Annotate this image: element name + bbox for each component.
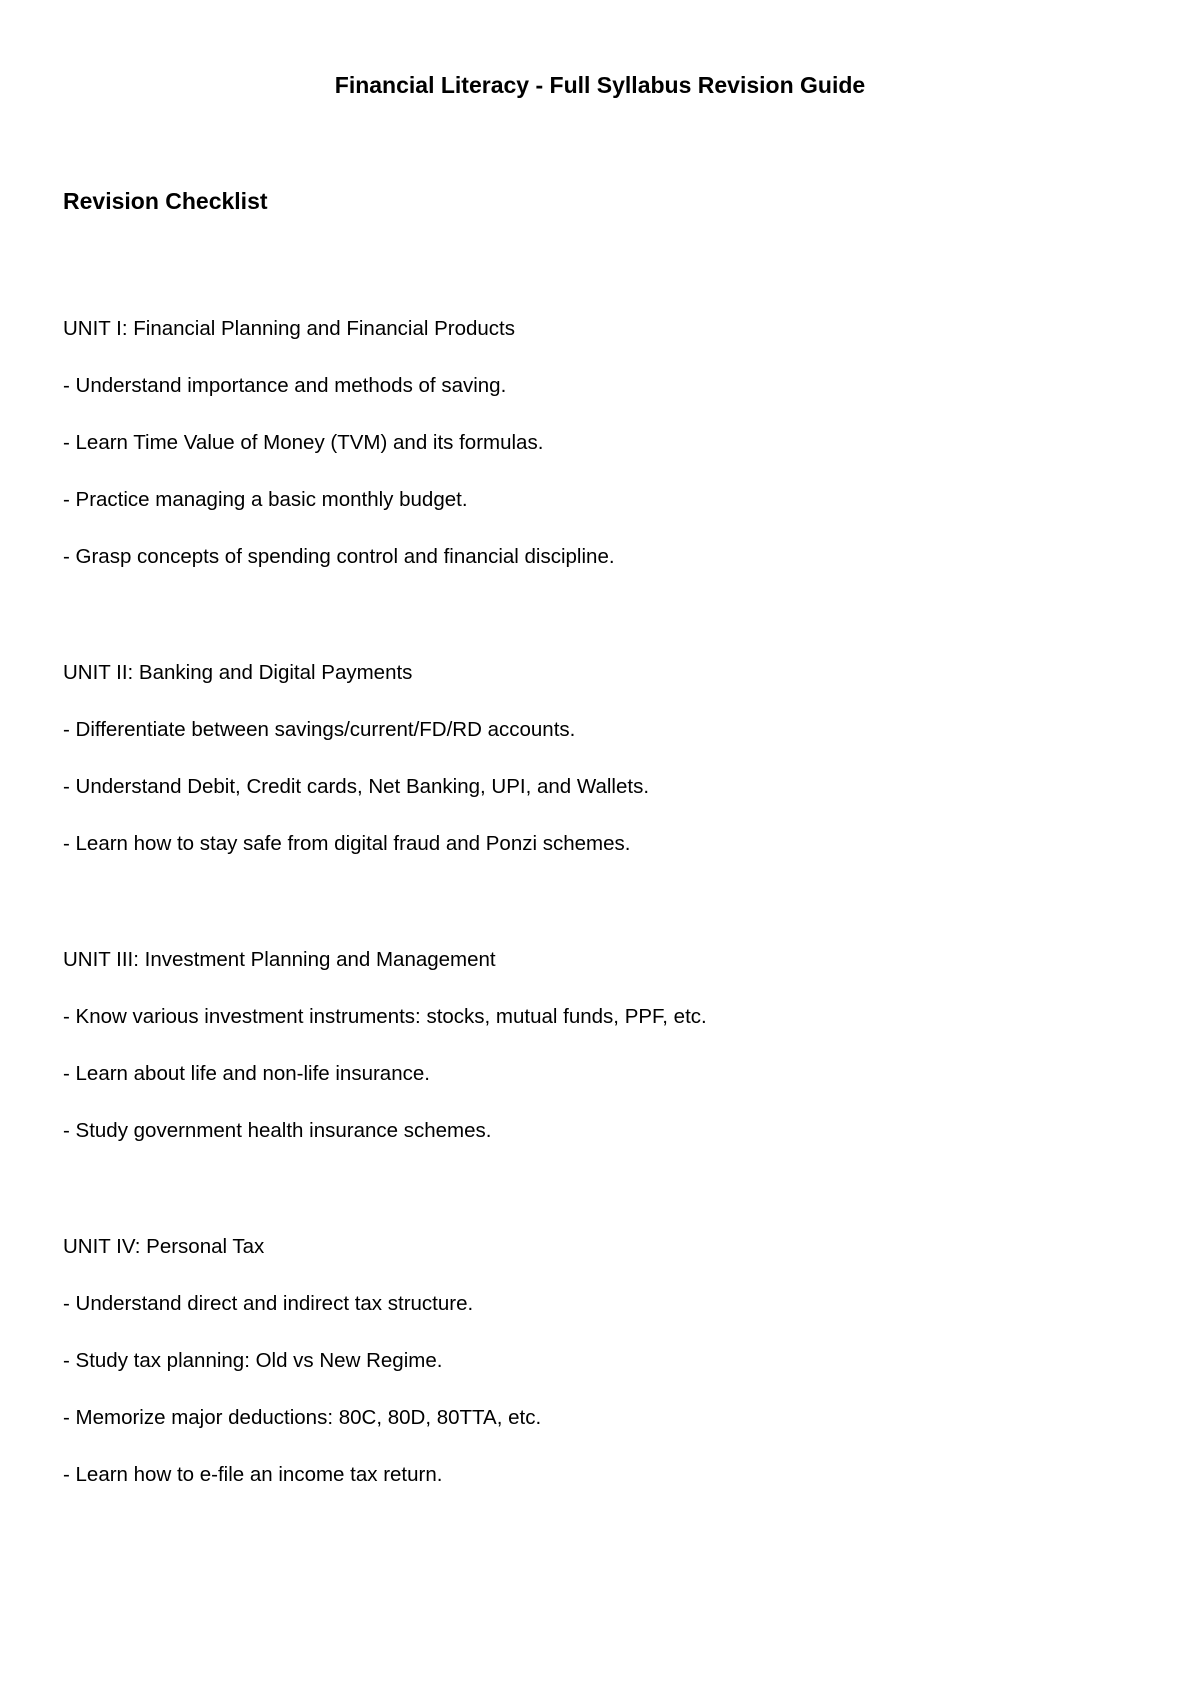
checklist-item: - Understand importance and methods of saving.	[63, 374, 507, 397]
page-title: Financial Literacy - Full Syllabus Revision Guide	[334, 72, 866, 98]
checklist-item: - Study tax planning: Old vs New Regime.	[63, 1349, 443, 1372]
checklist-item: - Learn about life and non-life insurance.	[63, 1062, 430, 1085]
unit-title: UNIT II: Banking and Digital Payments	[63, 661, 413, 684]
unit-section	[63, 300, 1143, 585]
unit-title: UNIT III: Investment Planning and Management	[63, 948, 496, 971]
unit-section	[63, 931, 1143, 1159]
checklist-item: - Study government health insurance schemes.	[63, 1119, 492, 1142]
revision-checklist-heading: Revision Checklist	[63, 188, 268, 214]
checklist-item: - Memorize major deductions: 80C, 80D, 80TTA, etc.	[63, 1406, 542, 1429]
unit-title: UNIT IV: Personal Tax	[63, 1235, 265, 1258]
checklist-item: - Understand direct and indirect tax structure.	[63, 1292, 474, 1315]
unit-section	[63, 644, 1143, 872]
checklist-item: - Learn how to e-file an income tax return.	[63, 1463, 443, 1486]
checklist-item: - Grasp concepts of spending control and financial discipline.	[63, 545, 615, 568]
checklist-item: - Know various investment instruments: stocks, mutual funds, PPF, etc.	[63, 1005, 707, 1028]
checklist-item: - Understand Debit, Credit cards, Net Banking, UPI, and Wallets.	[63, 775, 650, 798]
checklist-item: - Practice managing a basic monthly budget.	[63, 488, 468, 511]
unit-title: UNIT I: Financial Planning and Financial Products	[63, 317, 515, 340]
checklist-item: - Learn Time Value of Money (TVM) and its formulas.	[63, 431, 544, 454]
checklist-item: - Differentiate between savings/current/FD/RD accounts.	[63, 718, 576, 741]
checklist-item: - Learn how to stay safe from digital fraud and Ponzi schemes.	[63, 832, 631, 855]
unit-section	[63, 1218, 1143, 1503]
